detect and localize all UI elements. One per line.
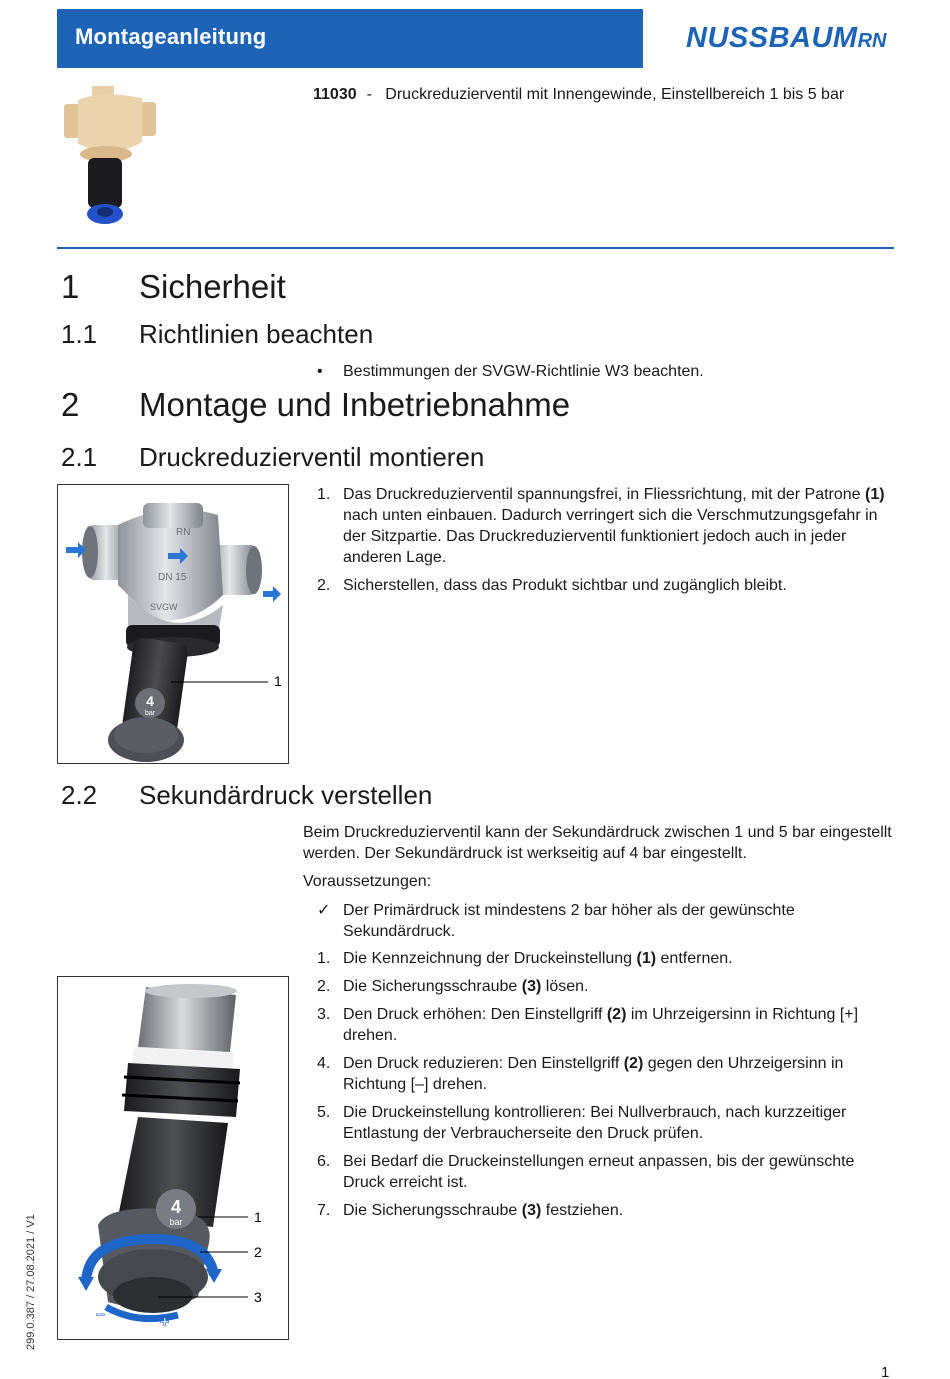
step-number: 6.	[317, 1153, 331, 1170]
section-number: 1	[61, 268, 80, 305]
cartridge-adjust-figure	[57, 976, 289, 1340]
cap-unit-label: bar	[169, 1217, 183, 1227]
rotation-arrowhead-plus-icon	[206, 1269, 222, 1283]
section-title: Richtlinien beachten	[139, 319, 374, 349]
callout-2: 2	[254, 1244, 262, 1260]
cast-mark-svgw: SVGW	[150, 602, 178, 612]
check-icon: ✓	[317, 902, 331, 919]
brand-logo	[686, 22, 886, 55]
cap-value-label: 4	[146, 693, 154, 709]
header-rule	[57, 247, 894, 249]
section-number: 2.1	[61, 442, 98, 472]
adjust-steps	[317, 900, 897, 1230]
doc-type-title: Montageanleitung	[75, 24, 267, 49]
minus-label: –	[96, 1306, 105, 1323]
step-number: 7.	[317, 1202, 331, 1219]
prerequisites-label: Voraussetzungen:	[303, 873, 432, 890]
mounting-steps	[317, 484, 897, 604]
section-number: 2	[61, 386, 80, 423]
step-text: Die Sicherungsschraube (3) lösen.	[343, 978, 589, 995]
step-number: 4.	[317, 1055, 331, 1072]
step-text: Den Druck erhöhen: Den Einstellgriff (2) im Uhrzeigersinn in Richtung [+] drehen.	[343, 1006, 859, 1044]
section-title: Sekundärdruck verstellen	[139, 780, 433, 810]
pressure-intro	[303, 822, 893, 892]
step-number: 3.	[317, 1006, 331, 1023]
step-text: Das Druckreduzierventil spannungsfrei, in Fliessrichtung, mit der Patrone (1) nach unten einbauen. Dadurch verringert sich die Verschmutzungsgefahr in der Sitzpartie. Das Druckreduzierventil funktioniert jedoch auch in jeder anderen Lage.	[343, 486, 885, 566]
product-separator: -	[366, 86, 372, 103]
cap-unit-label: bar	[144, 710, 156, 717]
flow-arrow-out-icon	[263, 586, 281, 602]
step-text: Sicherstellen, dass das Produkt sichtbar und zugänglich bleibt.	[343, 577, 787, 594]
logo-suffix: RN	[857, 30, 887, 52]
section-title: Sicherheit	[139, 268, 286, 305]
cast-mark-dn: DN 15	[158, 572, 187, 583]
step-text: Die Kennzeichnung der Druckeinstellung (1) entfernen.	[343, 950, 733, 967]
product-thumbnail	[62, 80, 158, 232]
product-line	[313, 86, 844, 104]
step-text: Bei Bedarf die Druckeinstellungen erneut anpassen, bis der gewünschte Druck erreicht ist.	[343, 1153, 855, 1191]
plus-label: +	[160, 1314, 170, 1331]
callout-3: 3	[254, 1289, 262, 1305]
valve-illustration	[58, 485, 289, 764]
logo-text: NUSSBAUM	[686, 22, 858, 54]
step-number: 2.	[317, 577, 331, 594]
cast-mark-rn: RN	[176, 527, 191, 538]
step-text: Die Sicherungsschraube (3) festziehen.	[343, 1202, 624, 1219]
callout-1: 1	[274, 673, 282, 689]
step-number: 2.	[317, 978, 331, 995]
section-number: 1.1	[61, 319, 98, 349]
document-reference: 299.0.387 / 27.08.2021 / V1	[25, 1214, 37, 1350]
valve-mounting-figure	[57, 484, 289, 764]
header-bar	[57, 9, 643, 68]
cartridge-illustration	[58, 977, 289, 1340]
step-number: 1.	[317, 950, 331, 967]
bullet-mark: •	[317, 363, 323, 380]
bullet-text: Bestimmungen der SVGW-Richtlinie W3 beachten.	[343, 363, 704, 380]
product-code: 11030	[313, 86, 357, 103]
page-number: 1	[881, 1364, 890, 1379]
cap-value-label: 4	[170, 1197, 182, 1217]
prerequisite-text: Der Primärdruck ist mindestens 2 bar höher als der gewünschte Sekundärdruck.	[343, 902, 795, 940]
step-text: Den Druck reduzieren: Den Einstellgriff (2) gegen den Uhrzeigersinn in Richtung [–] drehen.	[343, 1055, 844, 1093]
section-title: Druckreduzierventil montieren	[139, 442, 485, 472]
intro-paragraph: Beim Druckreduzierventil kann der Sekundärdruck zwischen 1 und 5 bar eingestellt werden. Der Sekundärdruck ist werkseitig auf 4 bar eingestellt.	[303, 824, 892, 862]
step-number: 1.	[317, 486, 331, 503]
step-text: Die Druckeinstellung kontrollieren: Bei Nullverbrauch, nach kurzzeitiger Entlastung der Verbraucherseite den Druck prüfen.	[343, 1104, 847, 1142]
product-description: Druckreduzierventil mit Innengewinde, Einstellbereich 1 bis 5 bar	[385, 86, 845, 103]
callout-1: 1	[254, 1209, 262, 1225]
step-number: 5.	[317, 1104, 331, 1121]
section-number: 2.2	[61, 780, 98, 810]
section-title: Montage und Inbetriebnahme	[139, 386, 571, 423]
rotation-arrowhead-minus-icon	[78, 1277, 94, 1291]
